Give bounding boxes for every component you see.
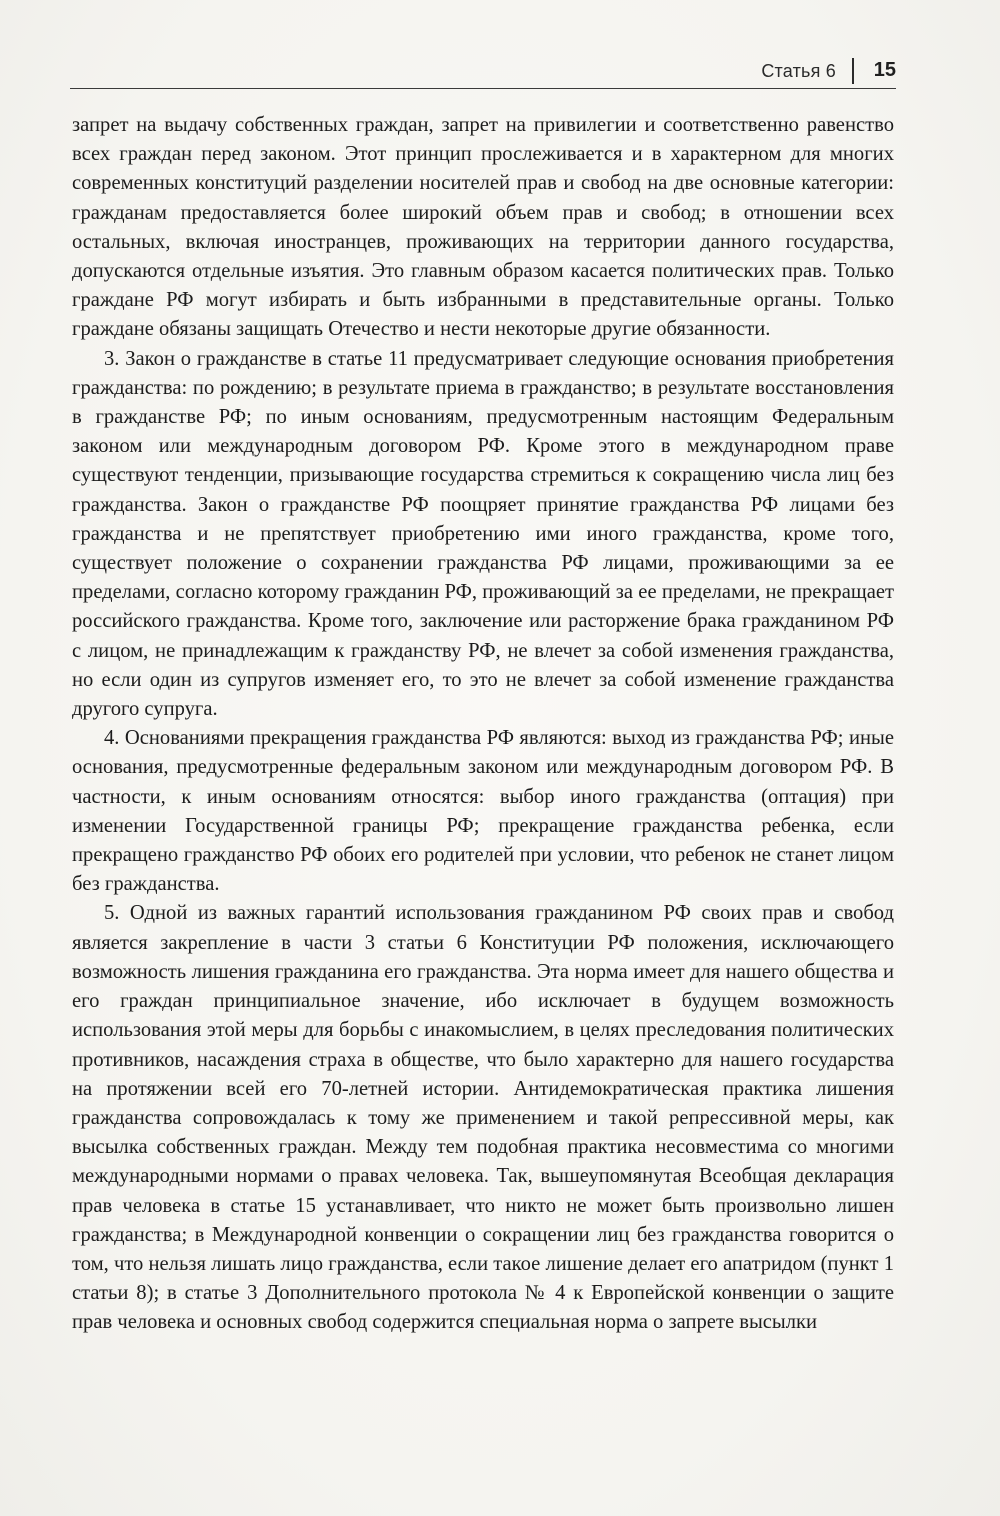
paragraph-3: 3. Закон о гражданстве в статье 11 предусматривает следующие основания приобретения гражданства: по рождению; в результате приема в гражданство; в результате восстановления в гражданстве РФ; по иным основаниям, предусмотренным настоящим Федеральным законом или международным договором РФ. Кроме этого в международном праве существуют тенденции, призывающие государства стремиться к сокращению числа лиц без гражданства. Закон о гражданстве РФ поощряет принятие гражданства РФ лицами без гражданства и не препятствует приобретению ими иного гражданства, кроме того, существует положение о сохранении гражданства РФ лицами, проживающими за ее пределами, согласно которому гражданин РФ, проживающий за ее пределами, не прекращает российского гражданства. Кроме того, заключение или расторжение брака гражданином РФ с лицом, не принадлежащим к гражданству РФ, не влечет за собой изменения гражданства, но если один из супругов изменяет его, то это не влечет за собой изменение гражданства другого супруга. — [72, 347, 894, 721]
paragraph-5: 5. Одной из важных гарантий использования гражданином РФ своих прав и свобод является закрепление в части 3 статьи 6 Конституции РФ положения, исключающего возможность лишения гражданина его гражданства. Эта норма имеет для нашего общества и его граждан принципиальное значение, ибо исключает в будущем возможность использования этой меры для борьбы с инакомыслием, в целях преследования политических противников, насаждения страха в обществе, что было характерно для нашего государства на протяжении всей его 70-летней истории. Антидемократическая практика лишения гражданства сопровождалась к тому же применением и такой репрессивной меры, как высылка собственных граждан. Между тем подобная практика несовместима со многими международными нормами о правах человека. Так, вышеупомянутая Всеобщая декларация прав человека в статье 15 устанавливает, что никто не может быть произвольно лишен гражданства; в Международной конвенции о сокращении лиц без гражданства говорится о том, что нельзя лишать лицо гражданства, если такое лишение делает его апатридом (пункт 1 статьи 8); в статье 3 Дополнительного протокола № 4 к Европейской конвенции о защите прав человека и основных свобод содержится специальная норма о запрете высылки — [72, 902, 894, 1334]
page-number: 15 — [873, 59, 896, 81]
running-header — [70, 58, 896, 89]
header-divider — [852, 58, 854, 84]
paragraph-4: 4. Основаниями прекращения гражданства РФ являются: выход из гражданства РФ; иные основания, предусмотренные федеральным законом или международным договором РФ. В частности, к иным основаниям относятся: выбор иного гражданства (оптация) при изменении Государственной границы РФ; прекращение гражданства ребенка, если прекращено гражданство РФ обоих его родителей при условии, что ребенок не станет лицом без гражданства. — [72, 727, 894, 896]
paragraph-continuation: запрет на выдачу собственных граждан, запрет на привилегии и соответственно равенство всех граждан перед законом. Этот принцип прослеживается и в характерном для многих современных конституций разделении носителей прав и свобод на две основные категории: гражданам предоставляется более широкий объем прав и свобод; в отношении всех остальных, включая иностранцев, проживающих на территории данного государства, допускаются отдельные изъятия. Это главным образом касается политических прав. Только граждане РФ могут избирать и быть избранными в представительные органы. Только граждане обязаны защищать Отечество и нести некоторые другие обязанности. — [72, 114, 894, 341]
body-text — [72, 111, 894, 1338]
section-label: Статья 6 — [761, 61, 836, 81]
